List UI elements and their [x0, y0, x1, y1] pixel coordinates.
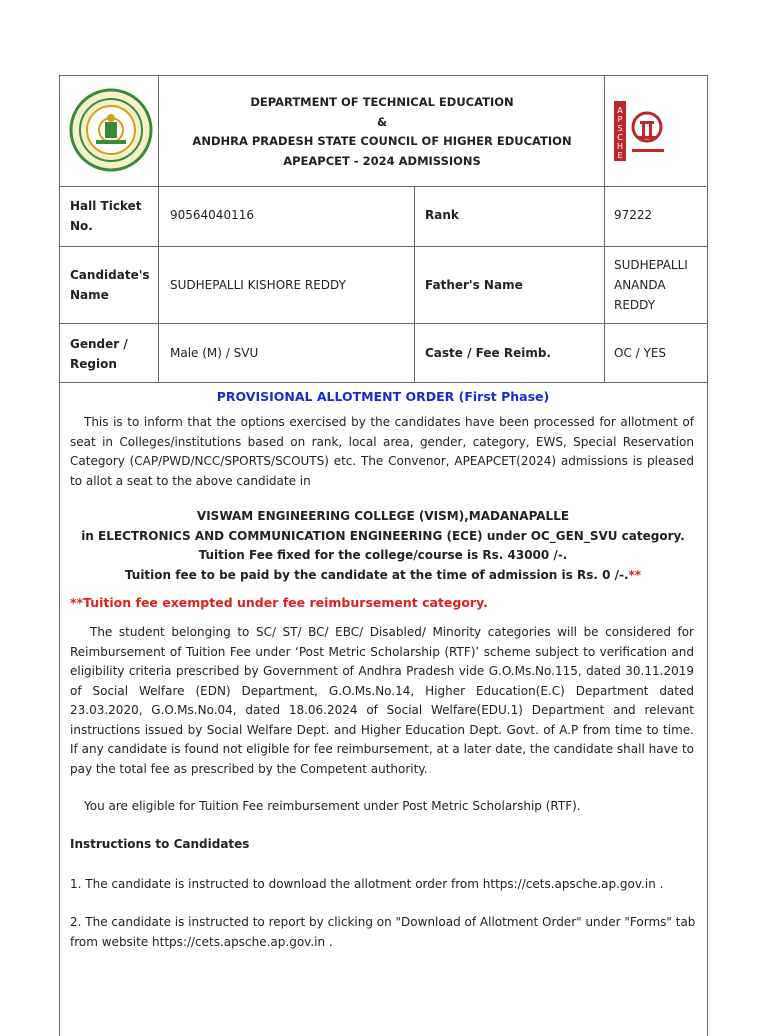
eligibility-statement: You are eligible for Tuition Fee reimbursement under Post Metric Scholarship (RTF).: [84, 799, 581, 813]
header-line-4: APEAPCET - 2024 ADMISSIONS: [283, 153, 481, 168]
instruction-item-1: 1. The candidate is instructed to download the allotment order from https://cets.apsche.ap.gov.in .: [70, 877, 664, 891]
caste-fee-label: Caste / Fee Reimb.: [425, 346, 551, 360]
col-divider-2: [414, 186, 415, 382]
hall-ticket-label: Hall Ticket No.: [70, 199, 142, 233]
fee-to-pay-text: Tuition fee to be paid by the candidate at the time of admission is Rs. 0 /-.: [124, 567, 629, 582]
header-line-2: &: [376, 114, 388, 129]
header-line-3: ANDHRA PRADESH STATE COUNCIL OF HIGHER EDUCATION: [192, 134, 572, 148]
svg-text:A: A: [617, 106, 623, 115]
fee-exempt-note: **Tuition fee exempted under fee reimbursement category.: [70, 595, 488, 610]
fee-fixed: Tuition Fee fixed for the college/course is Rs. 43000 /-.: [198, 548, 568, 562]
rank-label: Rank: [425, 208, 459, 222]
row-divider-2: [59, 323, 707, 324]
intro-paragraph: This is to inform that the options exercised by the candidates have been processed for allotment of seat in Colleges/institutions based on rank, local area, gender, category, EWS, Special Reservation Category (CAP/PWD/NCC/SPORTS/SCOUTS) etc. The Convenor, APEAPCET(2024) admissions is pleased to allot a seat to the above candidate in: [70, 415, 694, 488]
svg-text:H: H: [616, 142, 624, 151]
college-name: VISWAM ENGINEERING COLLEGE (VISM),MADANAPALLE: [196, 509, 570, 523]
svg-text:E: E: [617, 151, 623, 160]
svg-text:S: S: [617, 124, 623, 133]
col-divider-1: [158, 186, 159, 382]
header-divider-right: [604, 75, 605, 186]
header-line-1: DEPARTMENT OF TECHNICAL EDUCATION: [250, 95, 514, 109]
gender-region-value: Male (M) / SVU: [170, 346, 259, 360]
candidate-name-label: Candidate's Name: [70, 268, 150, 302]
fee-to-pay: [59, 566, 707, 586]
row-divider-3: [59, 382, 707, 383]
instructions-heading: Instructions to Candidates: [70, 837, 250, 851]
allotment-details: [59, 507, 707, 585]
branch-category: in ELECTRONICS AND COMMUNICATION ENGINEERING (ECE) under OC_GEN_SVU category.: [81, 528, 685, 543]
fee-to-pay-mark: **: [628, 567, 642, 582]
header-title-block: [160, 93, 604, 171]
header-divider-left: [158, 75, 159, 186]
father-name-value: SUDHEPALLI ANANDA REDDY: [614, 258, 688, 312]
gender-region-label: Gender / Region: [70, 337, 128, 371]
instruction-item-2: 2. The candidate is instructed to report by clicking on "Download of Allotment Order" under "Forms" tab from website https://cets.apsche.ap.gov.in .: [70, 915, 696, 949]
hall-ticket-value: 90564040116: [170, 208, 254, 222]
andhra-pradesh-emblem-icon: [66, 84, 156, 176]
reimbursement-paragraph: The student belonging to SC/ ST/ BC/ EBC/ Disabled/ Minority categories will be considered for Reimbursement of Tuition Fee under ‘Post Metric Scholarship (RTF)’ scheme subject to verification and eligibility criteria prescribed by Government of Andhra Pradesh vide G.O.Ms.No.115, dated 30.11.2019 of Social Welfare (EDN) Department, G.O.Ms.No.14, Higher Education(E.C) Department dated 23.03.2020, G.O.Ms.No.04, dated 18.06.2024 of Social Welfare(EDU.1) Department and relevant instructions issued by Social Welfare Dept. and Higher Education Dept. Govt. of A.P from time to time. If any candidate is found not eligible for fee reimbursement, at a later date, the candidate shall have to pay the total fee as prescribed by the Competent authority.: [70, 625, 694, 776]
svg-text:C: C: [617, 133, 623, 142]
svg-text:P: P: [617, 115, 623, 124]
row-divider-1: [59, 246, 707, 247]
apsche-logo-icon: [614, 101, 668, 161]
allotment-order-heading: PROVISIONAL ALLOTMENT ORDER (First Phase): [216, 389, 550, 404]
caste-fee-value: OC / YES: [614, 346, 667, 360]
rank-value: 97222: [614, 208, 653, 222]
col-divider-3: [604, 186, 605, 382]
father-name-label: Father's Name: [425, 278, 523, 292]
candidate-name-value: SUDHEPALLI KISHORE REDDY: [170, 278, 346, 292]
